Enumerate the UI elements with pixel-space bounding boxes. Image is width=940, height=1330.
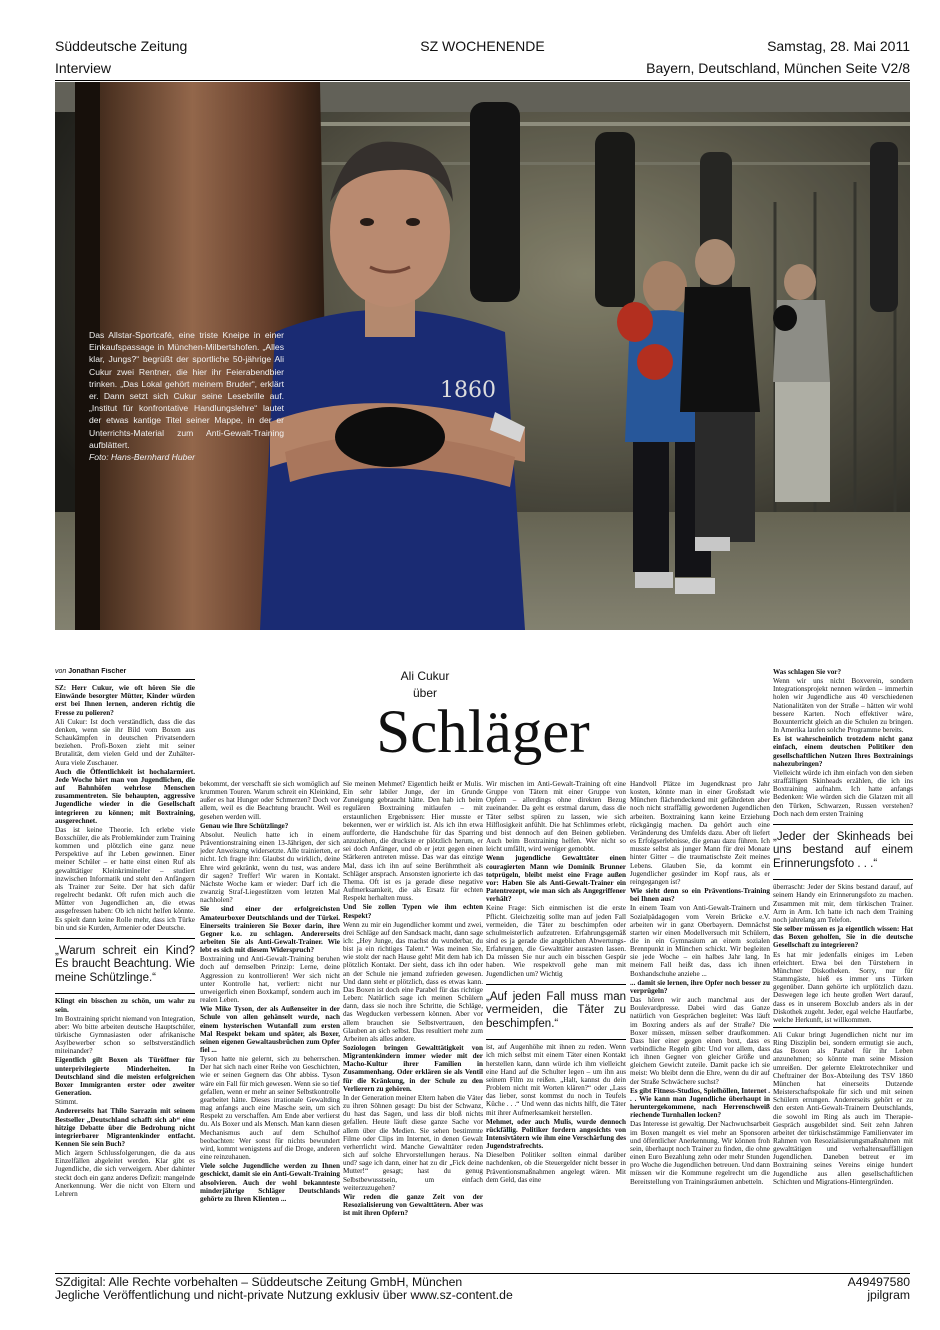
photo-credit: Foto: Hans-Bernhard Huber <box>89 452 196 463</box>
interview-question: Wenn jugendliche Gewalttäter einen couragierten Mann wie Dominik Brunner totprügeln, bleibt meist eine Frage außen vor: Haben Sie als Anti-Gewalt-Trainer ein Patentrezept, wie man sich als Angegriffener verhält? <box>486 854 626 904</box>
interview-answer: überrascht: Jeder der Skins bestand darauf, auf seinem Handy ein Erinnerungsfoto zu machen. Zusammen mit mir, dem türkischen Trainer. Arm in Arm. Ich hatte ich nach dem Training noch jahrelang am Telefon. <box>773 883 913 924</box>
interview-answer: In einem Team von Anti-Gewalt-Trainern und Sozialpädagogen vom Verein Brücke e.V. arbeiten wir in ganz Oberbayern. Demnächst starten wir einen Modellversuch mit Schülern, die in ein Gymnasium an einem sozialen Brennpunkt in München schickt. Wir begleiten sie jede Woche – ein halbes Jahr lang. In meinem Fall heißt das, dass ich ihnen Boxhandschuhe anziehe ... <box>630 904 770 978</box>
byline-author: Jonathan Fischer <box>68 668 127 675</box>
interview-question: Klingt ein bisschen zu schön, um wahr zu sein. <box>55 997 195 1014</box>
article-column-4 <box>486 780 626 1246</box>
interview-answer: Boxtraining und Anti-Gewalt-Training beruhen doch auf demselben Prinzip: Lerne, deine Aggression zu kontrollieren! Wer sich nicht unter Kontrolle hat, verliert: nicht nur unweigerlich einen Boxkampf, sondern auch im realen Leben. <box>200 955 340 1005</box>
footer-rights: SZdigital: Alle Rechte vorbehalten – Süddeutsche Zeitung GmbH, München <box>55 1275 463 1289</box>
kicker-preposition: über <box>412 686 438 700</box>
column-2-text <box>200 780 340 1203</box>
column-5-text <box>630 780 770 1186</box>
column-3-text <box>343 780 483 1217</box>
shirt-1860-text: 1860 <box>440 378 496 403</box>
interview-question: Und Sie zollen Typen wie ihm echten Respekt? <box>343 903 483 920</box>
page-footer <box>55 1273 910 1302</box>
interview-question: Wie Mike Tyson, der als Außenseiter in der Schule von allen gehänselt wurde, nach einem hysterischen Wutanfall zum ersten Mal Respekt bekam und später, als Boxer, seinen eigenen Gewaltausbrüchen zum Opfer fiel ... <box>200 1005 340 1054</box>
page-label: Bayern, Deutschland, München Seite V2/8 <box>646 60 910 76</box>
column-4-text <box>486 780 626 978</box>
interview-answer: Das ist keine Theorie. Ich erlebe viele Boxschüler, die als Problemkinder zum Training kommen und plötzlich eine ganz neue Perspektive auf ihr Leben gewinnen. Einer meiner Schüler – er hatte einst einen Ruf als gewalttätiger Kleinkrimineller – studiert inzwischen Informatik und steht den Anfängern als Trainer zur Seite. Der hat sich dafür regelrecht bedankt. Oft rufen mich auch die Mütter von Jugendlichen an, die etwas ausgefressen haben: Ob ich nicht helfen könnte. Es spielt dann keine Rolle mehr, dass ich Türke bin und sie Kurden, Armenier oder Deutsche. <box>55 825 195 932</box>
article-column-3 <box>343 780 483 1246</box>
interview-answer: Wenn zu mir ein Jugendlicher kommt und zwei, drei Schläge auf den Sandsack macht, dann sage ich: „Hey Junge, das machst du wunderbar, du bist ja ein richtiges Talent.“ Was meinen Sie, wie stolz der nach Hause geht! Mit dem hab ich plötzlich Kontakt. Der sieht, dass ich ihn oder an der Schule nie jemand zufrieden gewesen. Und dann steht er plötzlich, dass es etwas kann. Das Boxen ist doch eine Parabel für das richtige Leben: Natürlich sage ich meinen Schülern dann, dass sie noch ihre Schritte, die Schläge, das Wegducken verbessern können. Aber vor allem brauchen sie Selbstvertrauen, den Glauben an sich selbst. Das resultiert mehr zum Arbeiten als alles andere. <box>343 920 483 1043</box>
interview-question: Mehmet, oder auch Mulis, wurde dennoch rückfällig. Politiker fordern angesichts von Intensivtätern wie ihm eine Verschärfung des Jugendstrafrechts. <box>486 1117 626 1151</box>
footer-user: jpilgram <box>867 1288 910 1302</box>
article-column-5 <box>630 780 770 1246</box>
interview-answer: Dieselben Politiker sollten einmal darüber nachdenken, ob die Steuergelder nicht besser in Präventionsmaßnahmen angelegt wären. Mit dem Geld, das eine <box>486 1151 626 1184</box>
article-column-6 <box>773 668 913 1246</box>
interview-answer: Wir mischen im Anti-Gewalt-Training oft eine Gruppe von Tätern mit einer Gruppe von Opfern – allerdings ohne direkten Bezug zueinander. Da geht es erstmal darum, dass die Täter selbst spüren zu lassen, wie sich Hilflosigkeit anfühlt. Die hat Schlimmes erlebt, und bist dennoch auf den Beinen geblieben. Auch beim Boxtraining helfen. Wer nicht so leicht umfällt, wird weniger gemobbt. <box>486 780 626 854</box>
interview-question: Wie sieht denn so ein Präventions-Training bei Ihnen aus? <box>630 887 770 904</box>
section-name: SZ WOCHENENDE <box>420 38 545 54</box>
interview-question: Viele solche Jugendliche werden zu Ihnen geschickt, damit sie ein Anti-Gewalt-Training absolvieren. Auch der wohl bekannteste minderjährige Schläger Deutschlands gehörte zu Ihren Klienten ... <box>200 1162 340 1203</box>
issue-date: Samstag, 28. Mai 2011 <box>767 38 910 54</box>
byline-prefix: von <box>55 668 67 675</box>
masthead-row <box>55 38 910 56</box>
interview-question: ... damit sie lernen, ihre Opfer noch besser zu verprügeln? <box>630 978 770 995</box>
photo-caption <box>89 329 284 463</box>
article-column-1 <box>55 668 195 1246</box>
boxing-gym-photo <box>55 82 910 630</box>
byline <box>55 668 195 680</box>
pull-quote-2: „Auf jeden Fall muss man vermeiden, die Täter zu beschimpfen.“ <box>486 984 626 1032</box>
interview-answer: Vielleicht würde ich ihm einfach von den sieben straffälligen Skinheads erzählen, die ich ins Boxtraining aufnahm. Ich hatte anfangs Bedenken: Wie würden sich die Glatzen mit all den Türken, Schwarzen, Russen verstehen? Doch nach dem ersten Training <box>773 768 913 818</box>
interview-answer: Das Interesse ist gewaltig. Der Nachwuchsarbeit im Boxen mangelt es viel mehr an Sponsoren und öffentlicher Anerkennung. Wir können froh sein, überhaupt noch Trainer zu finden, die ohne einen Euro Bezahlung zehn oder mehr Stunden pro Woche die Jugendlichen betreuen. Und dann müssen wir die Kommune regelrecht um die Bereitstellung von Trainingsräumen anbetteln. <box>630 1120 770 1186</box>
interview-answer: Tyson hatte nie gelernt, sich zu beherrschen. Der hat sich nach einer Reihe von Geschichten, wie er seinen Gegnern das Ohr abbiss. Tyson wäre ein Fall für mich gewesen. Wenn sie so tief gefallen, wenn er mehr an seiner Selbstkontrolle gearbeitet hätte. Dieses irrationale Gewaltding mag anfangs auch eine Masche sein, um sich Respekt zu verschaffen. Am Ende aber verlierst du. Als Boxer und als Mensch. Man kann diesen Mechanismus auch auf dem Schulhof beobachten: Wer sonst für nichts bewundert wird, kommt wenigstens auf die Droge, anderen eine reinzuhauen. <box>200 1055 340 1162</box>
interview-answer: Ali Cukur: Ist doch verständlich, dass die das denken, wenn sie ihr Bild vom Boxen aus Schaukämpfen in deutschen Privatsendern beziehen. Profi-Boxen zieht mit seiner Brutalität, dem vielen Geld und der Zuhälter-Aura viele Zuschauer. <box>55 717 195 767</box>
category-label: Interview <box>55 60 112 76</box>
interview-question: Sie selber müssen es ja eigentlich wissen: Hat das Boxen geholfen, Sie in die deutsche Gesellschaft zu integrieren? <box>773 925 913 950</box>
interview-question: SZ: Herr Cukur, wie oft hören Sie die Einwände besorgter Mütter, Kinder würden erst bei Ihnen lernen, anderen richtig die Fresse zu polieren? <box>55 684 195 717</box>
interview-answer: Es hat mir jedenfalls einiges im Leben erleichtert. Etwa bei den Türstehern in Münchner Diskotheken. Sorry, nur für Stammgäste, hieß es immer uns Türken gegenüber. Dann gehörte ich urplötzlich dazu. Deswegen lege ich heute großen Wert darauf, dass es in unserem Boxclub anders als in der Diskothek zugeht. Jeder, egal welche Hautfarbe, welche Herkunft, ist willkommen. <box>773 950 913 1024</box>
column-4b-text <box>486 1043 626 1184</box>
footer-usage: Jegliche Veröffentlichung und nicht-private Nutzung exklusiv über www.sz-content.de <box>55 1288 513 1302</box>
interview-question: Eigentlich gilt Boxen als Türöffner für unterprivilegierte Minderheiten. In Deutschland sind die meisten erfolgreichen Boxer Immigranten erster oder zweiter Generation. <box>55 1056 195 1098</box>
kicker-name: Ali Cukur <box>400 669 450 683</box>
headline-kicker <box>340 668 510 702</box>
interview-answer: Im Boxtraining spricht niemand von Integration, aber: Wo bitte arbeiten deutsche Hauptschüler, türkische Gymnasiasten oder afrikanische Asylbewerber schon so selbstverständlich miteinander? <box>55 1014 195 1056</box>
column-1-text <box>55 684 195 932</box>
interview-answer: Mich ärgern Schlussfolgerungen, die da aus Einzelfällen abgeleitet werden. Klar gibt es Jugendliche, die sich verweigern. Aber dahinter steckt doch ein ganz anderes Defizit: mangelnde Anerkennung. Wer die nicht von Eltern und Lehrern <box>55 1149 195 1198</box>
article-column-2 <box>200 780 340 1246</box>
interview-answer: Wenn wir uns nicht Boxverein, sondern Integrationsprojekt nennen würden – immerhin holen wir Jugendliche aus 40 verschiedenen Nationalitäten von der Straße – hätten wir wohl bessere Karten. Noch effektiver wäre, Boxunterricht gleich an die Schulen zu bringen. In Amerika laufen solche Programme bereits. <box>773 677 913 735</box>
caption-text: Das Allstar-Sportcafé, eine triste Kneipe in einer Einkaufspassage in München-Milbertshofen. „Alles klar, Jungs?“ begrüßt der sportliche 50-jährige Ali Cukur zwei Rentner, die hier ihr Feierabendbier trinken. „Das Lokal gehört meinem Bruder“, erklärt er. Dann setzt sich Cukur seine Lesebrille auf. „Institut für konfrontative Handlungslehre“ lautet der etwas kantige Titel seiner Mappe, in der er Unterrichts-Material zum Anti-Gewalt-Training aufblättert. <box>89 330 284 450</box>
interview-answer: In der Generation meiner Eltern haben die Väter zu ihren Söhnen gesagt: Du bist der Schwanz, du hast das Sagen, und lass dir bloß nichts gefallen. Heute läuft diese ganze Sache vor allem über die Medien. Sie sehen bestimmte Filme oder Clips im Internet, in denen Gewalt verherrlicht wird. Manche Gewalttäter reden sich auf solche Ehrvorstellungen heraus. Na und? sage ich dann, einer hat zu dir „Fick deine Mutter!“ gesagt; hast du genug Selbstbewusstsein, um einfach weiterzuzugehen? <box>343 1093 483 1192</box>
newspaper-name: Süddeutsche Zeitung <box>55 38 188 54</box>
interview-question: Genau wie Ihre Schützlinge? <box>200 821 289 830</box>
interview-question: Wir reden die ganze Zeit von der Resozialisierung von Gewalttätern. Aber was ist mit ihren Opfern? <box>343 1192 483 1218</box>
column-6-text <box>773 668 913 818</box>
interview-question: Soziologen bringen Gewalttätigkeit von Migrantenkindern immer wieder mit der Macho-Kultur ihrer Familien in Zusammenhang. Oder erklären sie als Ventil für die Kränkung, in der Schule zu den Verlierern zu gehören. <box>343 1044 483 1093</box>
interview-question: Andererseits hat Thilo Sarrazin mit seinem Bestseller „Deutschland schafft sich ab“ eine hitzige Debatte über die Bedrohung nicht integrierbarer Migrantenkinder entfacht. Kennen Sie sein Buch? <box>55 1107 195 1148</box>
column-1b-text <box>55 997 195 1198</box>
interview-answer: Stimmt. <box>55 1098 78 1107</box>
section-row <box>55 60 910 81</box>
interview-answer: Absolut. Neulich hatte ich in einem Präventionstraining einen 13-Jährigen, der sich jeder Anweisung widersetzte. Alle trainierten, er nicht. Ich fragte ihn: Glaubst du wirklich, deine Ehre wird gekränkt, wenn du tust, was andere dir sagen? Treffer! Wir waren in Kontakt. Nächste Woche kam er wieder: Darf ich die zwanzig Straf-Liegestützen vom letzten Mal nachholen? <box>200 830 340 905</box>
interview-answer: bekommt, der verschafft sie sich womöglich auf krummen Touren. Warum schreit ein Kleinkind, außer es hat Hunger oder Schmerzen? Doch vor allem, weil es die Beachtung braucht. Weil es gesehen werden will. <box>200 780 340 821</box>
interview-question: Was schlagen Sie vor? <box>773 668 842 676</box>
interview-answer: Das hören wir auch manchmal aus der Boulevardpresse. Dabei wird das Ganze natürlich von Gesprächen begleitet: Was läuft im Boxring anders als auf der Straße? Die Boxer müssen, müssen selber draufkommen. Dass hier einer gegen einen boxt, dass es verbindliche Regeln gibt: Und vor allem, dass ich ihnen Gegner von gleicher Größe und gleichem Gewicht zuteile. Damit packe ich sie meist: Wo bleibt denn die Ehre, wenn du dir auf der Straße Schwächere suchst? <box>630 996 770 1086</box>
interview-question: Auch die Öffentlichkeit ist hochalarmiert. Jede Woche hört man von Jugendlichen, die auf Bahnhöfen wehrlose Menschen zusammentreten. Sie behaupten, aggressive Jugendliche wieder in die Gesellschaft integrieren zu können; mit Boxtraining, ausgerechnet. <box>55 767 195 825</box>
column-6b-text <box>773 883 913 1024</box>
pull-quote-3: „Jeder der Skinheads bei uns bestand auf einem Erinnerungsfoto . . .“ <box>773 824 913 872</box>
pull-quote-1: „Warum schreit ein Kind? Es braucht Beachtung. Wie meine Schützlinge.“ <box>55 938 195 986</box>
interview-question: Es gibt Fitness-Studios, Spielhöllen, Internet . . . Wie kann man Jugendliche überhaupt in heruntergekommene, nach Herrenschweiß riechende Turnhallen locken? <box>630 1086 770 1120</box>
headline-title: Schläger <box>376 699 590 766</box>
interview-answer: Keine Frage: Sich einmischen ist die erste Pflicht. Gleichzeitig sollte man auf jeden Fall vermeiden, die Täter zu beschimpfen oder schulmeisterlich aufzutreten. Erfahrungsgemäß sind es ja gerade die angeblichen Abwertungs-Erfahrungen, die Gewalttäter ausrasten lassen. Da müssen Sie nur auch ein bisschen Gespür haben. Wie respektvoll gehe man mit Jugendlichen um? Wichtig <box>486 904 626 978</box>
footer-document-id: A49497580 <box>847 1275 910 1289</box>
interview-answer: ist, auf Augenhöhe mit ihnen zu reden. Wenn ich mich selbst mit einem Täter einen Kontakt herstellen kann, dann würde ich ihm vielleicht eine Hand auf die Schulter legen – um ihn aus seinem Film zu reißen. „Halt, kannst du dein Problem nicht mit Worten klären?“ oder „Lass das lieber, sonst kommst du noch in Teufels Küche . . .“ Und wenn das nichts hilft, die Täter mit ihrer Aufmerksamkeit herstellen. <box>486 1043 626 1117</box>
author-bio: Ali Cukur bringt Jugendlichen nicht nur im Ring Disziplin bei, sondern ermutigt sie auch, das Boxen als Parabel für ihr Leben anzunehmen; so könnte man seine Mission umreißen. Der gelernte Elektrotechniker und Cheftrainer der Box-Abteilung des TSV 1860 München hat einerseits Dutzende Meisterschaftspokale für sich und mit seinen Schülern errungen. Andererseits gehört er zu den ersten Anti-Gewalt-Trainern Deutschlands, die sowohl im Ring als auch im Therapie-Gespräch ausgebildet sind. Seit zehn Jahren arbeitet der türkischstämmige Familienvater im Rahmen von Resozialisierungsmaßnahmen mit gewalttätigen und verhaltensauffälligen Jugendlichen. Daneben betreut er im Boxtraining seines Vereins einige hundert Jugendliche aus allen gesellschaftlichen Schichten und Migrations-Hintergründen. <box>773 1030 913 1186</box>
interview-question: Sie sind einer der erfolgreichsten Amateurboxer Deutschlands und der Türkei. Einerseits trainieren Sie Boxer darin, ihre Gegner k.o. zu schlagen. Andererseits arbeiten Sie als Anti-Gewalt-Trainer. Wie lebt es sich mit diesem Widerspruch? <box>200 905 340 955</box>
interview-answer: Handvoll Plätze im Jugendknast pro Jahr kosten, könnte man in einer Großstadt wie München flächendeckend mit gefährdeten aber noch nicht straffällig gewordenen Jugendlichen arbeiten. Boxtraining kann keine Erziehung rückgängig machen. Da gehört auch eine Veränderung des Umfelds dazu. Aber oft liefert es Erfolgserlebnisse, die genau dazu führen. Ich musste selbst als junger Mann für drei Monate hinter Gitter – die traumatischste Zeit meines Lebens. Glauben Sie, da kommt ein Jugendlicher gesünder im Kopf raus, als er reingegangen ist? <box>630 780 770 886</box>
interview-question: Es ist wahrscheinlich trotzdem nicht ganz einfach, einem deutschen Politiker den gesellschaftlichen Nutzen Ihres Boxtrainings nahezubringen? <box>773 735 913 768</box>
interview-answer: Sie meinen Mehmet? Eigentlich heißt er Mulis. Ein sehr labiler Junge, der im Grunde Zuneigung gebraucht hätte. Den hab ich beim regulären Boxtraining mitlaufen – mit erstaunlichen Ergebnissen: Hier musste er bekennen, wer er wirklich ist. Als ich ihn etwa aufforderte, die Handschuhe für das Sparring anzuziehen, die druckste er plötzlich herum, er sei doch Anfänger, und ob er jetzt gegen einen Stärkeren antreten müsse. Das war das einzige Mal, dass ich ihn auf seine Berühmtheit als Schläger ansprach. Ansonsten ignorierte ich das Thema. Oft ist es ja gerade diese negative Aufmerksamkeit, die als Ersatz für echten Respekt herhalten muss. <box>343 780 483 903</box>
